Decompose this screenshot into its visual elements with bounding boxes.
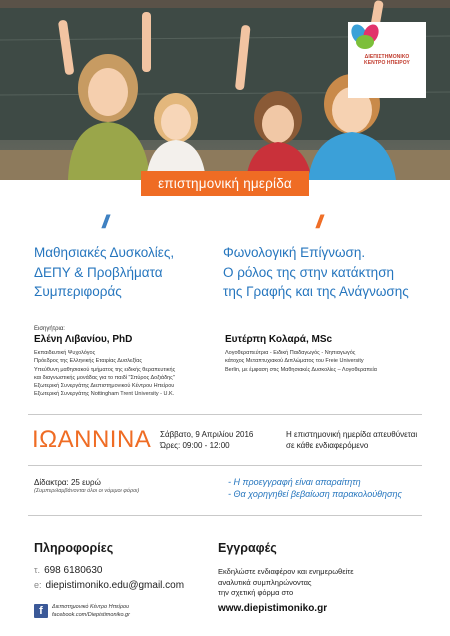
website-link[interactable]: www.diepistimoniko.gr	[218, 603, 328, 614]
organization-logo	[348, 22, 426, 98]
talk-2-title-line: Ο ρόλος της στην κατάκτηση	[223, 264, 395, 280]
audience-line: σε κάθε ενδιαφερόμενο	[286, 440, 369, 450]
talk-1-title-line: Συμπεριφοράς	[34, 284, 122, 299]
bio-line: Εκπαιδευτική Ψυχολόγος	[34, 350, 96, 356]
event-datetime	[160, 430, 270, 451]
bio-line: Λογοθεραπεύτρια - Ειδική Παιδαγωγός - Νηπιαγωγός	[225, 350, 356, 356]
bio-line: κάτοχος Μεταπτυχιακού Διπλώματος του Freie University	[225, 358, 364, 365]
registration-line: την σχετική φόρμα στο	[218, 588, 294, 597]
event-audience	[286, 430, 436, 451]
section-divider	[28, 414, 422, 415]
event-type-banner: επιστημονική ημερίδα	[141, 171, 309, 196]
audience-line: Η επιστημονική ημερίδα απευθύνεται	[286, 430, 418, 439]
bio-line: και διαγνωστικής μονάδας για το παιδί "Σπύρος Δοξιάδης"	[34, 374, 175, 381]
facebook-icon[interactable]: f	[34, 604, 48, 618]
talk-1-title	[34, 243, 214, 302]
fee-label: Δίδακτρα: 25 ευρώ	[34, 478, 101, 487]
speaker-1-bio	[34, 349, 219, 399]
fee-note: (Συμπεριλαμβάνονται όλοι οι νόμιμοι φόροι)	[34, 488, 140, 494]
logo-text-line2: ΚΕΝΤΡΟ ΗΠΕΙΡΟΥ	[364, 60, 410, 66]
event-date: Σάββατο, 9 Απριλίου 2016	[160, 430, 254, 439]
logo-text-line1: ΔΙΕΠΙΣΤΗΜΟΝΙΚΟ	[364, 54, 410, 60]
notes-list	[228, 476, 402, 500]
bio-line: Berlin, με έμφαση στις Μαθησιακές Δυσκολίες – Λογοθεραπεία	[225, 366, 377, 373]
registration-text	[218, 567, 418, 599]
talk-2-title-line: της Γραφής και της Ανάγνωσης	[223, 284, 409, 299]
section-divider	[28, 515, 422, 516]
phone-number[interactable]: 698 6180630	[44, 565, 103, 576]
phone-line	[34, 565, 102, 576]
registration-heading: Εγγραφές	[218, 541, 277, 555]
event-city: ΙΩΑΝΝΙΝΑ	[32, 426, 152, 453]
facebook-page-name: Διεπιστημονικό Κέντρο Ηπείρου	[52, 604, 130, 610]
talk-2-title-line: Φωνολογική Επίγνωση.	[223, 245, 366, 260]
slash-divider-icon	[316, 212, 320, 233]
hero-photo	[0, 0, 450, 180]
phone-icon: τ.	[34, 565, 41, 575]
note-item: - Θα χορηγηθεί βεβαίωση παρακολούθησης	[228, 489, 402, 499]
speaker-1-name: Ελένη Λιβανίου, PhD	[34, 334, 133, 345]
note-item: - Η προεγγραφή είναι απαραίτητη	[228, 477, 361, 487]
talk-1-title-line: Μαθησιακές Δυσκολίες,	[34, 245, 175, 260]
bio-line: Πρόεδρος της Ελληνικής Εταιρίας Δυσλεξίας	[34, 358, 142, 365]
talk-1-title-line: ΔΕΠΥ & Προβλήματα	[34, 264, 163, 280]
event-time: Ώρες: 09:00 - 12:00	[160, 440, 230, 450]
facebook-url[interactable]: facebook.com/Diepistimoniko.gr	[52, 612, 130, 618]
speaker-label: Εισηγήτρια:	[34, 326, 65, 332]
hands-logo-icon	[348, 22, 382, 52]
talk-2-title	[223, 243, 433, 302]
bio-line: Εξωτερική Συνεργάτης Nottingham Trent University - U.K.	[34, 391, 175, 398]
speaker-2-bio	[225, 349, 425, 374]
speaker-2-name: Ευτέρπη Κολαρά, MSc	[225, 334, 333, 345]
slash-divider-icon	[102, 212, 106, 233]
registration-line: αναλυτικά συμπληρώνοντας	[218, 577, 312, 587]
info-heading: Πληροφορίες	[34, 541, 114, 555]
email-line	[34, 580, 184, 591]
bio-line: Εξωτερική Συνεργάτης Διεπιστημονικού Κέντρου Ηπείρου	[34, 383, 175, 390]
email-link[interactable]: diepistimoniko.edu@gmail.com	[45, 580, 185, 591]
bio-line: Υπεύθυνη μαθησιακού τμήματος της ειδικής θεραπευτικής	[34, 366, 176, 373]
section-divider	[28, 465, 422, 466]
facebook-text	[52, 603, 130, 619]
registration-line: Εκδηλώστε ενδιαφέρον και ενημερωθείτε	[218, 567, 354, 576]
email-icon: e:	[34, 580, 42, 590]
